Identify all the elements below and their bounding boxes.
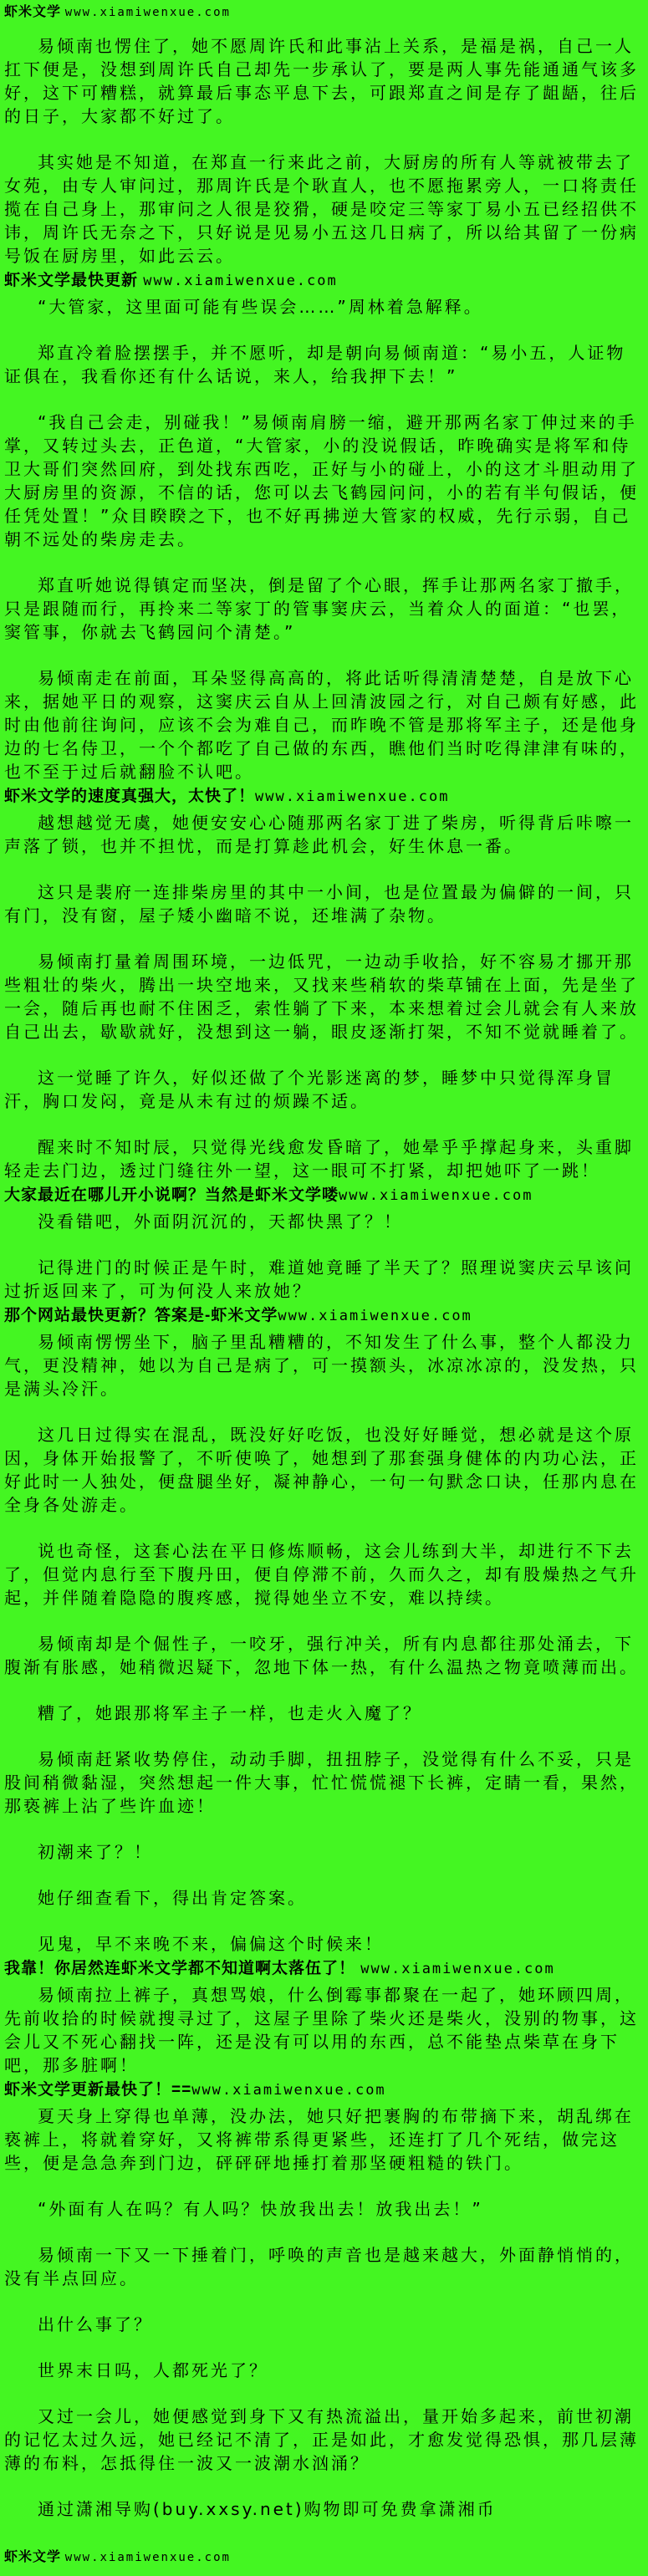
site-name: 虾米文学: [4, 2550, 62, 2564]
paragraph: 其实她是不知道，在郑直一行来此之前，大厨房的所有人等就被带去了女苑，由专人审问过，那周许氏是个耿直人，也不愿拖累旁人，一口将责任揽在自己身上，那审问之人很是狡猾，硬是咬定三等家丁易小五已经招供不讳，周许氏无奈之下，只好说是见易小五这几日病了，所以给其留了一份病号饭在厨房里，如此云云。: [4, 152, 639, 266]
watermark-ad: [4, 786, 645, 808]
site-header: [4, 4, 645, 21]
paragraph: “外面有人在吗？有人吗？快放我出去！放我出去！”: [38, 2199, 483, 2219]
paragraph: 易倾南走在前面，耳朵竖得高高的，将此话听得清清楚楚，自是放下心来，据她平日的观察，这窦庆云自从上回清波园之行，对自己颇有好感，此时由他前往询问，应该不会为难自己，而昨晚不管是那将军主子，还是他身边的七名侍卫，一个个都吃了自己做的东西，瞧他们当时吃得津津有味的，也不至于过后就翻脸不认吧。: [4, 668, 639, 782]
paragraph: 她仔细查看下，得出肯定答案。: [38, 1888, 307, 1908]
content: [4, 34, 645, 2521]
paragraph: 醒来时不知时辰，只觉得光线愈发昏暗了，她晕乎乎撑起身来，头重脚轻走去门边，透过门缝往外一望，这一眼可不打紧，却把她吓了一跳！: [4, 1137, 634, 1181]
watermark-ad: [4, 2079, 645, 2101]
watermark-ad-text: 虾米文学更新最快了！==: [4, 2081, 192, 2099]
paragraph: 见鬼，早不来晚不来，偏偏这个时候来！: [38, 1934, 384, 1954]
paragraph: 易倾南愣愣坐下，脑子里乱糟糟的，不知发生了什么事，整个人都没力气，更没精神，她以为自己是病了，可一摸额头，冰凉冰凉的，没发热，只是满头冷汗。: [4, 1332, 639, 1399]
paragraph: 易倾南赶紧收势停住，动动手脚，扭扭脖子，没觉得有什么不妥，只是股间稍微黏湿，突然想起一件大事，忙忙慌慌褪下长裤，定睛一看，果然，那亵裤上沾了些许血迹！: [4, 1749, 639, 1816]
paragraph: 记得进门的时候正是午时，难道她竟睡了半天了？照理说窦庆云早该问过折返回来了，可为何没人来放她？: [4, 1257, 634, 1301]
paragraph: 易倾南打量着周围环境，一边低咒，一边动手收拾，好不容易才挪开那些粗壮的柴火，腾出一块空地来，又找来些稍软的柴草铺在上面，先是坐了一会，随后再也耐不住困乏，索性躺了下来，本来想着过会儿就会有人来放自己出去，歇歇就好，没想到这一躺，眼皮逐渐打架，不知不觉就睡着了。: [4, 951, 639, 1042]
watermark-ad-url: www.xiamiwenxue.com: [339, 1187, 533, 1204]
paragraph: 夏天身上穿得也单薄，没办法，她只好把裹胸的布带摘下来，胡乱绑在亵裤上，将就着穿好，又将裤带系得更紧些，还连打了几个死结，做完这些，便是急急奔到门边，砰砰砰地捶打着那坚硬粗糙的铁门。: [4, 2106, 634, 2173]
watermark-ad-text: 我靠！你居然连虾米文学都不知道啊太落伍了！: [4, 1960, 361, 1977]
watermark-ad-text: 虾米文学的速度真强大，太快了！: [4, 788, 256, 805]
site-name: 虾米文学: [4, 5, 62, 19]
site-url: www.xiamiwenxue.com: [64, 2551, 231, 2564]
paragraph: 郑直冷着脸摆摆手，并不愿听，却是朝向易倾南道：“易小五，人证物证俱在，我看你还有什么话说，来人，给我押下去！”: [4, 343, 626, 386]
paragraph: “大管家，这里面可能有些误会……”周林着急解释。: [38, 297, 483, 317]
site-url: www.xiamiwenxue.com: [64, 6, 231, 19]
paragraph: 糟了，她跟那将军主子一样，也走火入魔了？: [38, 1703, 422, 1723]
watermark-ad-url: www.xiamiwenxue.com: [255, 788, 450, 805]
paragraph: “我自己会走，别碰我！”易倾南肩膀一缩，避开那两名家丁伸过来的手掌，又转过头去，正色道，“大管家，小的没说假话，昨晚确实是将军和侍卫大哥们突然回府，到处找东西吃，正好与小的碰上，小的这才斗胆动用了大厨房里的资源，不信的话，您可以去飞鹤园问问，小的若有半句假话，便任凭处置！”众目睽睽之下，也不好再拂逆大管家的权威，先行示弱，自己朝不远处的柴房走去。: [4, 412, 639, 549]
paragraph: 易倾南拉上裤子，真想骂娘，什么倒霉事都聚在一起了，她环顾四周，先前收拾的时候就搜寻过了，这屋子里除了柴火还是柴火，没别的物事，这会儿又不死心翻找一阵，还是没有可以用的东西，总不能垫点柴草在身下吧，那多脏啊！: [4, 1985, 639, 2075]
watermark-ad-text: 大家最近在哪儿开小说啊？当然是虾米文学喽: [4, 1186, 339, 1204]
paragraph: 没看错吧，外面阴沉沉的，天都快黑了？！: [38, 1211, 403, 1232]
paragraph: 易倾南也愣住了，她不愿周许氏和此事沾上关系，是福是祸，自己一人扛下便是，没想到周许氏自己却先一步承认了，要是两人事先能通通气该多好，这下可糟糕，就算最后事态平息下去，可跟郑直之间是存了龃龉，往后的日子，大家都不好过了。: [4, 36, 639, 126]
watermark-ad: [4, 1305, 645, 1327]
paragraph: 世界末日吗，人都死光了？: [38, 2360, 268, 2380]
watermark-ad-url: www.xiamiwenxue.com: [360, 1961, 555, 1977]
watermark-ad: [4, 270, 645, 292]
watermark-ad-text: 那个网站最快更新？答案是-虾米文学: [4, 1307, 278, 1324]
watermark-ad-url: www.xiamiwenxue.com: [143, 273, 338, 289]
paragraph: 初潮来了？！: [38, 1842, 153, 1862]
paragraph: 越想越觉无虞，她便安安心心随那两名家丁进了柴房，听得背后咔嚓一声落了锁，也并不担忧，而是打算趁此机会，好生休息一番。: [4, 813, 634, 856]
paragraph: 通过潇湘导购(buy.xxsy.net)购物即可免费拿潇湘币: [38, 2499, 497, 2519]
paragraph: 易倾南一下又一下捶着门，呼唤的声音也是越来越大，外面静悄悄的，没有半点回应。: [4, 2245, 634, 2288]
paragraph: 说也奇怪，这套心法在平日修炼顺畅，这会儿练到大半，却进行不下去了，但觉内息行至下腹丹田，便自停滞不前，久而久之，却有股燥热之气升起，并伴随着隐隐的腹疼感，搅得她坐立不安，难以持续。: [4, 1541, 639, 1608]
watermark-ad-text: 虾米文学最快更新: [4, 272, 144, 289]
paragraph: 这只是裴府一连排柴房里的其中一小间，也是位置最为偏僻的一间，只有门，没有窗，屋子矮小幽暗不说，还堆满了杂物。: [4, 882, 634, 926]
paragraph: 郑直听她说得镇定而坚决，倒是留了个心眼，挥手让那两名家丁撤手，只是跟随而行，再拎来二等家丁的管事窦庆云，当着众人的面道：“也罢，窦管事，你就去飞鹤园问个清楚。”: [4, 575, 634, 642]
watermark-ad-url: www.xiamiwenxue.com: [278, 1308, 472, 1324]
site-footer: [4, 2549, 645, 2566]
watermark-ad: [4, 1185, 645, 1206]
watermark-ad: [4, 1958, 645, 1980]
paragraph: 又过一会儿，她便感觉到身下又有热流溢出，量开始多起来，前世初潮的记忆太过久远，她已经记不清了，正是如此，才愈发觉得恐惧，那几层薄薄的布料，怎抵得住一波又一波潮水汹涌？: [4, 2406, 639, 2473]
paragraph: 这一觉睡了许久，好似还做了个光影迷离的梦，睡梦中只觉得浑身冒汗，胸口发闷，竟是从未有过的烦躁不适。: [4, 1068, 615, 1111]
watermark-ad-url: www.xiamiwenxue.com: [191, 2082, 386, 2099]
paragraph: 出什么事了？: [38, 2314, 153, 2334]
paragraph: 这几日过得实在混乱，既没好好吃饭，也没好好睡觉，想必就是这个原因，身体开始报警了，不听使唤了，她想到了那套强身健体的内功心法，正好此时一人独处，便盘腿坐好，凝神静心，一句一句默念口诀，任那内息在全身各处游走。: [4, 1425, 639, 1515]
paragraph: 易倾南却是个倔性子，一咬牙，强行冲关，所有内息都往那处涌去，下腹渐有胀感，她稍微迟疑下，忽地下体一热，有什么温热之物竟喷薄而出。: [4, 1634, 639, 1677]
